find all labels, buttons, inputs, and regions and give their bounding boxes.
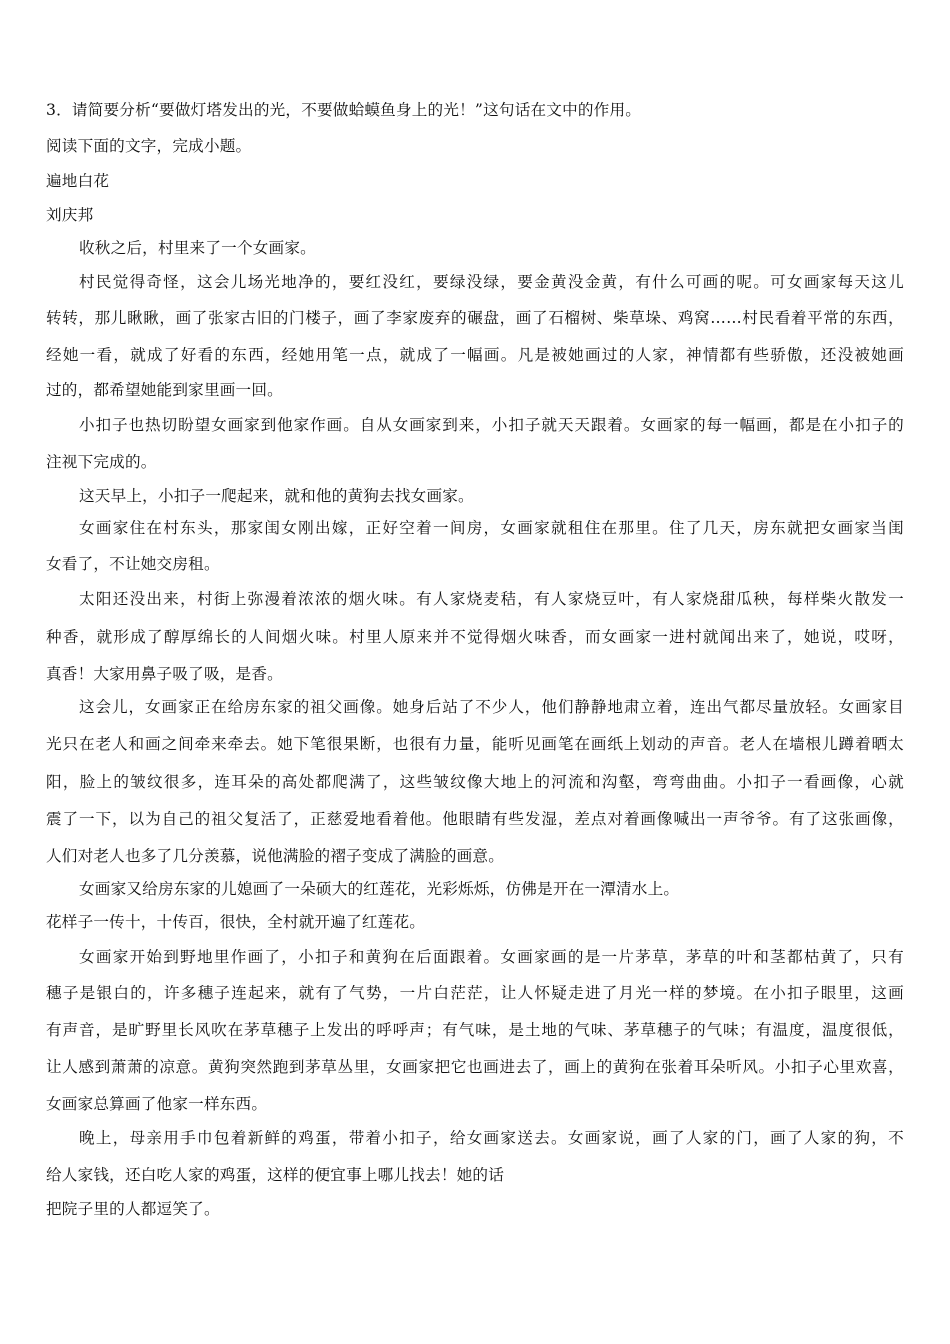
reading-instruction: 阅读下面的文字，完成小题。 (46, 137, 252, 155)
article-line: 女画家总算画了他家一样东西。 (46, 1095, 268, 1113)
article-line: 把院子里的人都逗笑了。 (46, 1200, 220, 1218)
article-line: 有声音，是旷野里长风吹在茅草穗子上发出的呼呼声；有气味，是土地的气味、茅草穗子的气味；有温度，温度很低， (46, 1021, 904, 1039)
article-line: 阳，脸上的皱纹很多，连耳朵的高处都爬满了，这些皱纹像大地上的河流和沟壑，弯弯曲曲。小扣子一看画像，心就 (46, 773, 904, 791)
article-line: 女画家又给房东家的儿媳画了一朵硕大的红莲花，光彩烁烁，仿佛是开在一潭清水上。 (79, 880, 680, 898)
article-line: 转转，那儿瞅瞅，画了张家古旧的门楼子，画了李家废弃的碾盘，画了石榴树、柴草垛、鸡窝……村民看着平常的东西， (46, 309, 904, 327)
article-line: 真香！大家用鼻子吸了吸，是香。 (46, 665, 283, 683)
article-line: 注视下完成的。 (46, 453, 157, 471)
article-line: 太阳还没出来，村街上弥漫着浓浓的烟火味。有人家烧麦秸，有人家烧豆叶，有人家烧甜瓜秧，每样柴火散发一 (79, 590, 904, 608)
article-line: 震了一下，以为自己的祖父复活了，正慈爱地看着他。他眼睛有些发湿，差点对着画像喊出一声爷爷。有了这张画像， (46, 810, 904, 828)
article-line: 收秋之后，村里来了一个女画家。 (79, 239, 316, 257)
question-3: 3．请简要分析“要做灯塔发出的光，不要做蛤蟆鱼身上的光！”这句话在文中的作用。 (46, 101, 642, 119)
article-line: 女看了，不让她交房租。 (46, 555, 220, 573)
article-title: 遍地白花 (46, 172, 110, 190)
article-line: 光只在老人和画之间牵来牵去。她下笔很果断，也很有力量，能听见画笔在画纸上划动的声音。老人在墙根儿蹲着晒太 (46, 735, 904, 753)
article-line: 种香，就形成了醇厚绵长的人间烟火味。村里人原来并不觉得烟火味香，而女画家一进村就闻出来了，她说，哎呀， (46, 628, 904, 646)
article-line: 花样子一传十，十传百，很快，全村就开遍了红莲花。 (46, 913, 426, 931)
article-line: 小扣子也热切盼望女画家到他家作画。自从女画家到来，小扣子就天天跟着。女画家的每一幅画，都是在小扣子的 (79, 416, 904, 434)
article-line: 这天早上，小扣子一爬起来，就和他的黄狗去找女画家。 (79, 487, 474, 505)
article-line: 穗子是银白的，许多穗子连起来，就有了气势，一片白茫茫，让人怀疑走进了月光一样的梦境。在小扣子眼里，这画 (46, 984, 904, 1002)
article-line: 过的，都希望她能到家里画一回。 (46, 381, 283, 399)
article-author: 刘庆邦 (46, 206, 94, 224)
article-line: 人们对老人也多了几分羡慕，说他满脸的褶子变成了满脸的画意。 (46, 847, 505, 865)
article-line: 村民觉得奇怪，这会儿场光地净的，要红没红，要绿没绿，要金黄没金黄，有什么可画的呢。可女画家每天这儿 (79, 273, 904, 291)
article-line: 这会儿，女画家正在给房东家的祖父画像。她身后站了不少人，他们静静地肃立着，连出气都尽量放轻。女画家目 (79, 698, 904, 716)
article-line: 晚上，母亲用手巾包着新鲜的鸡蛋，带着小扣子，给女画家送去。女画家说，画了人家的门，画了人家的狗，不 (79, 1129, 904, 1147)
article-line: 女画家开始到野地里作画了，小扣子和黄狗在后面跟着。女画家画的是一片茅草，茅草的叶和茎都枯黄了，只有 (79, 948, 904, 966)
article-line: 经她一看，就成了好看的东西，经她用笔一点，就成了一幅画。凡是被她画过的人家，神情都有些骄傲，还没被她画 (46, 346, 904, 364)
article-line: 女画家住在村东头，那家闺女刚出嫁，正好空着一间房，女画家就租住在那里。住了几天，房东就把女画家当闺 (79, 519, 904, 537)
article-line: 让人感到萧萧的凉意。黄狗突然跑到茅草丛里，女画家把它也画进去了，画上的黄狗在张着耳朵听风。小扣子心里欢喜， (46, 1058, 904, 1076)
article-line: 给人家钱，还白吃人家的鸡蛋，这样的便宜事上哪儿找去！她的话 (46, 1166, 505, 1184)
